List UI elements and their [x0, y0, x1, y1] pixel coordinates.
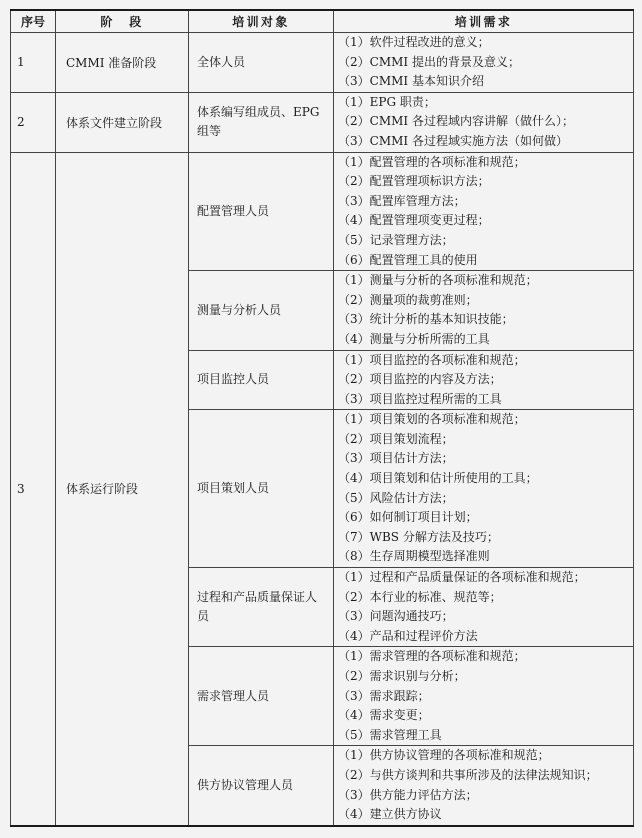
need-item: （1）过程和产品质量保证的各项标准和规范； — [338, 570, 586, 585]
need-item: （3）项目监控过程所需的工具 — [338, 391, 502, 406]
need-item: （4）配置管理项变更过程； — [338, 213, 490, 228]
need-item: （5）记录管理方法； — [338, 232, 454, 247]
table-row — [11, 92, 634, 152]
need-item: （3）统计分析的基本知识技能； — [338, 312, 514, 327]
need-item: （1）供方协议管理的各项标准和规范； — [338, 748, 550, 763]
need-item: （7）WBS 分解方法及技巧； — [338, 529, 499, 544]
need-item: （2）需求识别与分析； — [338, 669, 466, 683]
target-cell: 全体人员 — [189, 33, 334, 93]
need-item: （2）项目监控的内容及方法； — [338, 372, 502, 387]
needs-cell — [334, 350, 634, 410]
target-cell: 配置管理人员 — [189, 152, 334, 271]
target-cell: 需求管理人员 — [189, 647, 334, 746]
need-item: （1）EPG 职责； — [338, 94, 436, 109]
needs-cell — [334, 568, 634, 647]
header-target: 培训对象 — [189, 10, 334, 33]
need-item: （6）如何制订项目计划； — [338, 510, 478, 525]
need-item: （2）与供方谈判和共事所涉及的法律法规知识； — [338, 767, 598, 782]
need-item: （2）本行业的标准、规范等； — [338, 589, 502, 604]
need-item: （1）配置管理的各项标准和规范； — [338, 154, 526, 169]
stage-cell: CMMI 准备阶段 — [56, 33, 189, 93]
need-item: （3）供方能力评估方法； — [338, 787, 478, 802]
need-item: （4）需求变更； — [338, 708, 430, 723]
need-item: （1）项目监控的各项标准和规范； — [338, 352, 526, 367]
need-item: （2）CMMI 各过程域内容讲解（做什么）； — [338, 114, 574, 129]
need-item: （3）问题沟通技巧； — [338, 609, 454, 624]
target-cell: 测量与分析人员 — [189, 271, 334, 350]
needs-cell — [334, 92, 634, 152]
header-row — [11, 10, 634, 33]
table-row — [11, 152, 634, 271]
need-item: （1）测量与分析的各项标准和规范； — [338, 273, 538, 288]
needs-cell — [334, 33, 634, 93]
needs-cell — [334, 410, 634, 568]
need-item: （4）产品和过程评价方法 — [338, 628, 478, 643]
header-needs: 培训需求 — [334, 10, 634, 33]
need-item: （5）风险估计方法； — [338, 490, 454, 505]
needs-cell — [334, 746, 634, 826]
target-cell: 项目监控人员 — [189, 350, 334, 410]
need-item: （3）项目估计方法； — [338, 451, 454, 466]
stage-cell: 体系运行阶段 — [56, 152, 189, 826]
need-item: （6）配置管理工具的使用 — [338, 252, 478, 267]
need-item: （3）CMMI 基本知识介绍 — [338, 74, 484, 89]
need-item: （2）配置管理项标识方法； — [338, 174, 490, 189]
need-item: （3）需求跟踪； — [338, 688, 430, 703]
stage-cell: 体系文件建立阶段 — [56, 92, 189, 152]
need-item: （5）需求管理工具 — [338, 727, 442, 742]
target-cell: 供方协议管理人员 — [189, 746, 334, 826]
need-item: （3）配置库管理方法； — [338, 193, 466, 208]
need-item: （2）项目策划流程； — [338, 431, 454, 446]
table-row — [11, 33, 634, 93]
row-number: 2 — [11, 92, 56, 152]
header-no: 序号 — [11, 10, 56, 33]
row-number: 3 — [11, 152, 56, 826]
need-item: （4）项目策划和估计所使用的工具； — [338, 471, 538, 486]
need-item: （2）CMMI 提出的背景及意义； — [338, 54, 520, 69]
need-item: （1）软件过程改进的意义； — [338, 35, 490, 49]
need-item: （3）CMMI 各过程域实施方法（如何做） — [338, 133, 568, 148]
needs-cell — [334, 152, 634, 271]
training-needs-table — [10, 9, 634, 827]
needs-cell — [334, 271, 634, 350]
needs-cell — [334, 647, 634, 746]
target-cell: 体系编写组成员、EPG 组等 — [189, 92, 334, 152]
need-item: （2）测量项的裁剪准则； — [338, 292, 478, 307]
need-item: （1）项目策划的各项标准和规范； — [338, 412, 526, 427]
row-number: 1 — [11, 33, 56, 93]
table-body — [11, 33, 634, 826]
header-stage: 阶 段 — [56, 10, 189, 33]
target-cell: 项目策划人员 — [189, 410, 334, 568]
need-item: （4）建立供方协议 — [338, 807, 442, 822]
need-item: （4）测量与分析所需的工具 — [338, 331, 490, 346]
need-item: （8）生存周期模型选择准则 — [338, 549, 490, 564]
need-item: （1）需求管理的各项标准和规范； — [338, 649, 526, 664]
target-cell: 过程和产品质量保证人员 — [189, 568, 334, 647]
